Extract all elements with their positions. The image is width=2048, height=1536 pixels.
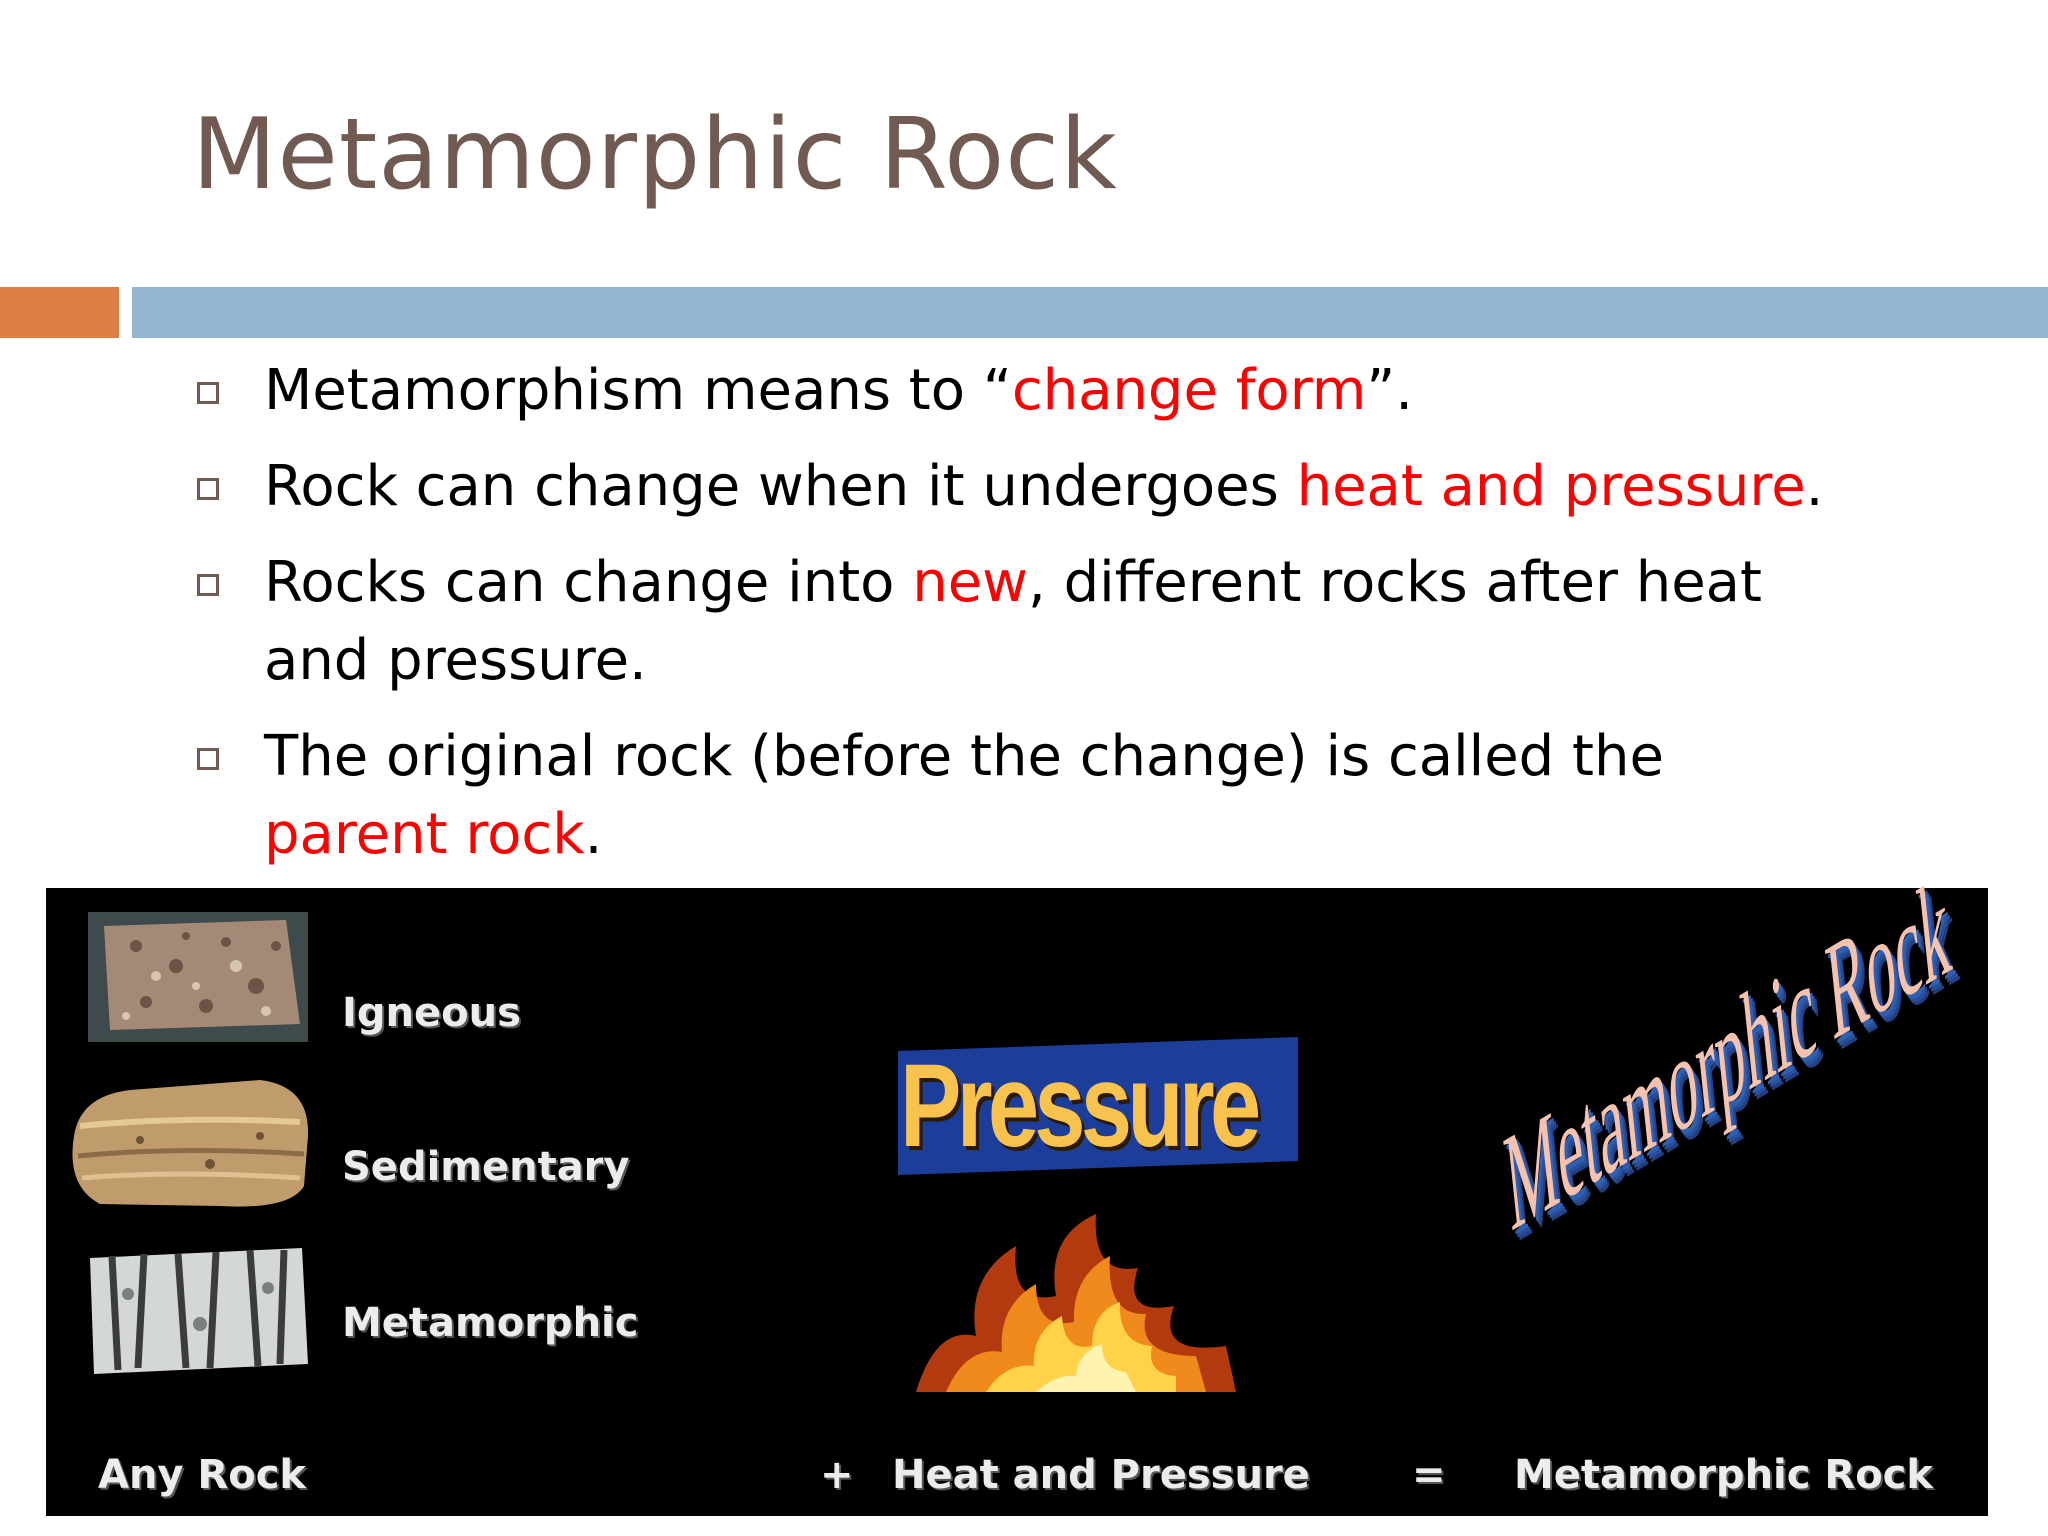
- bullet-box-icon: [197, 382, 219, 404]
- igneous-rock-image: [86, 906, 312, 1046]
- equals-sign: =: [1412, 1452, 1446, 1498]
- metamorphic-diagram: [46, 848, 1988, 1516]
- bullet-box-icon: [197, 748, 219, 770]
- bullet-text: .: [584, 802, 603, 867]
- bullet-highlight: parent rock: [264, 802, 585, 867]
- metamorphic-label: Metamorphic: [342, 1300, 639, 1346]
- any-rock-label: Any Rock: [98, 1452, 307, 1498]
- bullet-text: Rocks can change into: [264, 550, 913, 615]
- heat-and-pressure-label: Heat and Pressure: [892, 1452, 1310, 1498]
- bullet-text: The original rock (before the change) is called the: [264, 724, 1664, 789]
- bullet-text: Rock can change when it undergoes: [264, 454, 1297, 519]
- bullet-highlight: new: [912, 550, 1028, 615]
- slide-title: Metamorphic Rock: [192, 98, 1118, 212]
- bullet-highlight: heat and pressure: [1296, 454, 1806, 519]
- metamorphic-rock-label: Metamorphic Rock: [1514, 1452, 1933, 1498]
- bullet-box-icon: [197, 478, 219, 500]
- pressure-text: Pressure: [900, 1040, 1257, 1172]
- sedimentary-rock-image: [60, 1066, 320, 1216]
- bullet-item: [192, 544, 1852, 700]
- plus-sign: +: [820, 1452, 854, 1498]
- accent-bar-orange: [0, 287, 119, 338]
- bullet-highlight: change form: [1011, 358, 1367, 423]
- bullet-item: [192, 718, 1852, 874]
- accent-bar-blue: [132, 287, 2048, 338]
- bullet-item: [192, 352, 1852, 430]
- metamorphic-rock-wordart: [1498, 848, 1988, 1348]
- bullet-text: .: [1805, 454, 1824, 519]
- pressure-wordart: [880, 1036, 1300, 1176]
- bullet-list: [192, 352, 1852, 892]
- metamorphic-rock-wordart-text: Metamorphic Rock: [1498, 848, 1957, 1262]
- metamorphic-rock-image: [82, 1234, 312, 1384]
- bullet-item: [192, 448, 1852, 526]
- igneous-label: Igneous: [342, 990, 521, 1036]
- bullet-text: ”.: [1366, 358, 1414, 423]
- sedimentary-label: Sedimentary: [342, 1144, 630, 1190]
- fire-icon: [906, 1206, 1236, 1392]
- bullet-text: , different rocks after heat and pressure.: [264, 550, 1762, 693]
- bullet-text: Metamorphism means to “: [264, 358, 1012, 423]
- bullet-box-icon: [197, 574, 219, 596]
